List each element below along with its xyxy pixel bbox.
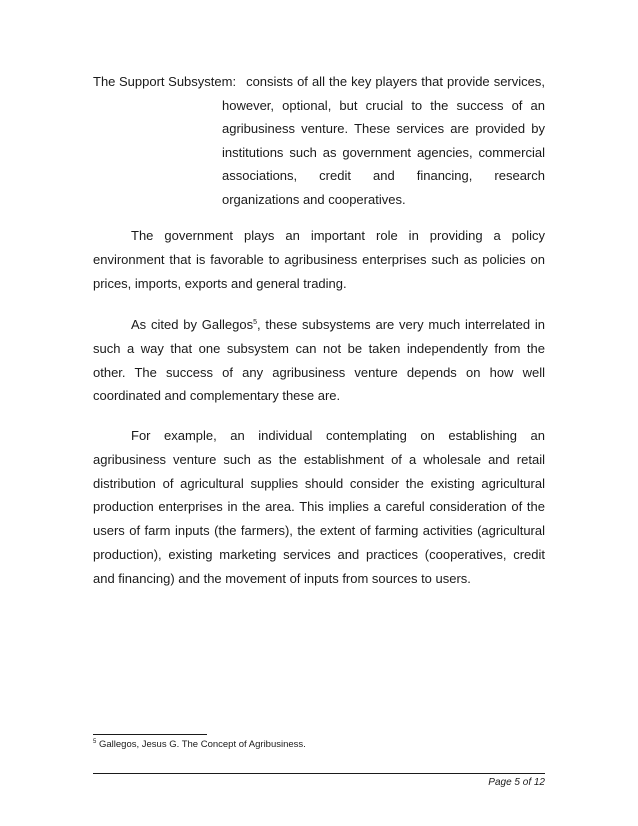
footnote-marker: 5	[93, 739, 97, 745]
definition-first-line	[93, 70, 545, 94]
footnote-reference: 5	[253, 319, 257, 326]
paragraph-government-role	[93, 224, 545, 295]
paragraph-gallegos-before: As cited by Gallegos	[131, 317, 254, 332]
footnote-divider	[93, 734, 207, 735]
footer-divider	[93, 773, 545, 774]
definition-first-text: consists of all the key players that provide services,	[246, 74, 545, 89]
paragraph-gallegos	[93, 313, 545, 408]
paragraph-example	[93, 424, 545, 591]
footnote	[93, 739, 306, 750]
definition-continuation: however, optional, but crucial to the success of an agribusiness venture. These services are provided by institutions such as government agencies, commercial associations, credit and financing, research organizations and cooperatives.	[222, 97, 545, 207]
support-subsystem-definition	[93, 70, 545, 211]
page-number: Page 5 of 12	[488, 777, 545, 788]
paragraph-example-text: For example, an individual contemplating on establishing an agribusiness venture such as the establishment of a wholesale and retail distribution of agricultural supplies should consider the existing agricultural production enterprises in the area. This implies a careful consideration of the users of farm inputs (the farmers), the extent of farming activities (agricultural production), existing marketing services and practices (cooperatives, credit and financing) and the movement of inputs from sources to users.	[93, 428, 545, 586]
paragraph-gallegos-after: , these subsystems are very much interrelated in such a way that one subsystem can not be taken independently from the other. The success of any agribusiness venture depends on how well coordinated and complementary these are.	[93, 317, 545, 404]
footnote-text: Gallegos, Jesus G. The Concept of Agribusiness.	[98, 739, 306, 750]
definition-term: The Support Subsystem:	[93, 74, 237, 89]
paragraph-government-text: The government plays an important role in providing a policy environment that is favorable to agribusiness enterprises such as policies on prices, imports, exports and general trading.	[93, 228, 545, 291]
